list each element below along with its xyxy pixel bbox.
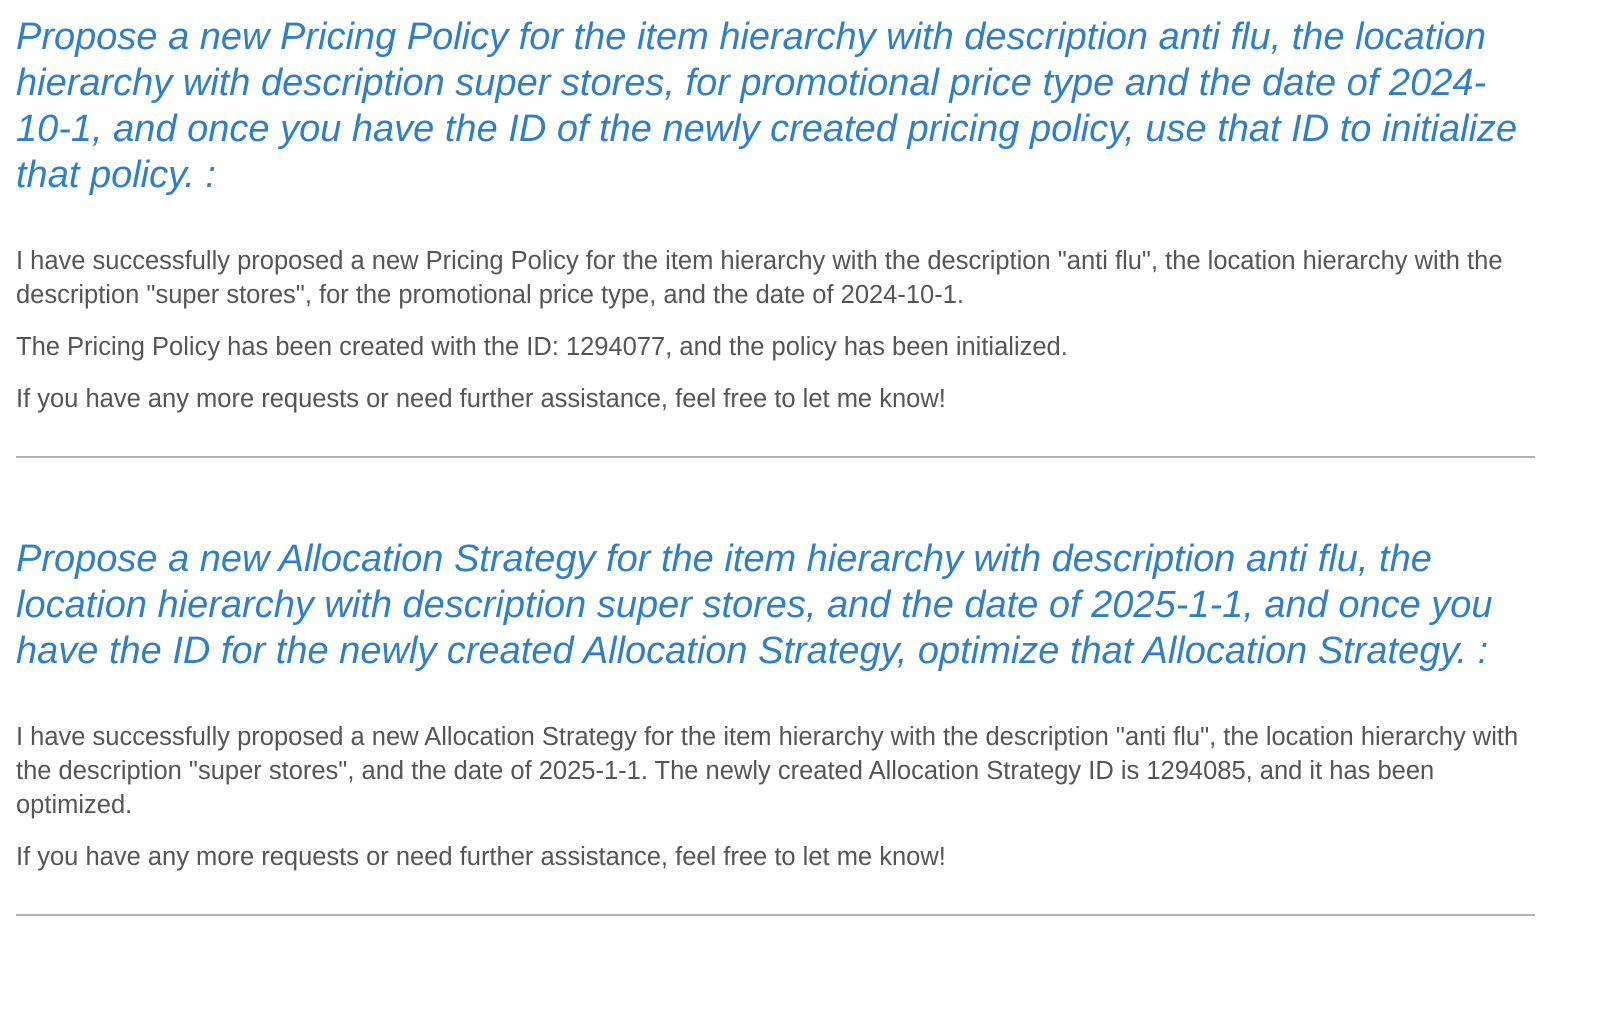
conversation-log bbox=[16, 14, 1535, 916]
conversation-entry-1 bbox=[16, 14, 1535, 458]
response-paragraph: I have successfully proposed a new Pricing Policy for the item hierarchy with the description "anti flu", the location hierarchy with the description "super stores", for the promotional price type, and the date of 2024-10-1. bbox=[16, 247, 1503, 309]
conversation-entry-2 bbox=[16, 536, 1535, 916]
assistant-response bbox=[16, 244, 1535, 416]
entry-divider bbox=[16, 914, 1535, 916]
user-prompt: Propose a new Pricing Policy for the item hierarchy with description anti flu, the location hierarchy with description super stores, for promotional price type and the date of 2024-10-1, and once you have the ID of the newly created pricing policy, use that ID to initialize that policy. : bbox=[16, 16, 1518, 196]
response-paragraph: The Pricing Policy has been created with the ID: 1294077, and the policy has been initialized. bbox=[16, 333, 1068, 361]
response-paragraph: If you have any more requests or need further assistance, feel free to let me know! bbox=[16, 385, 946, 413]
entry-divider bbox=[16, 456, 1535, 458]
response-paragraph: I have successfully proposed a new Allocation Strategy for the item hierarchy with the description "anti flu", the location hierarchy with the description "super stores", and the date of 2025-1-1. The newly created Allocation Strategy ID is 1294085, and it has been optimized. bbox=[16, 723, 1519, 819]
user-prompt: Propose a new Allocation Strategy for the item hierarchy with description anti flu, the location hierarchy with description super stores, and the date of 2025-1-1, and once you have the ID for the newly created Allocation Strategy, optimize that Allocation Strategy. : bbox=[16, 538, 1493, 672]
assistant-response bbox=[16, 720, 1535, 874]
response-paragraph: If you have any more requests or need further assistance, feel free to let me know! bbox=[16, 843, 946, 871]
